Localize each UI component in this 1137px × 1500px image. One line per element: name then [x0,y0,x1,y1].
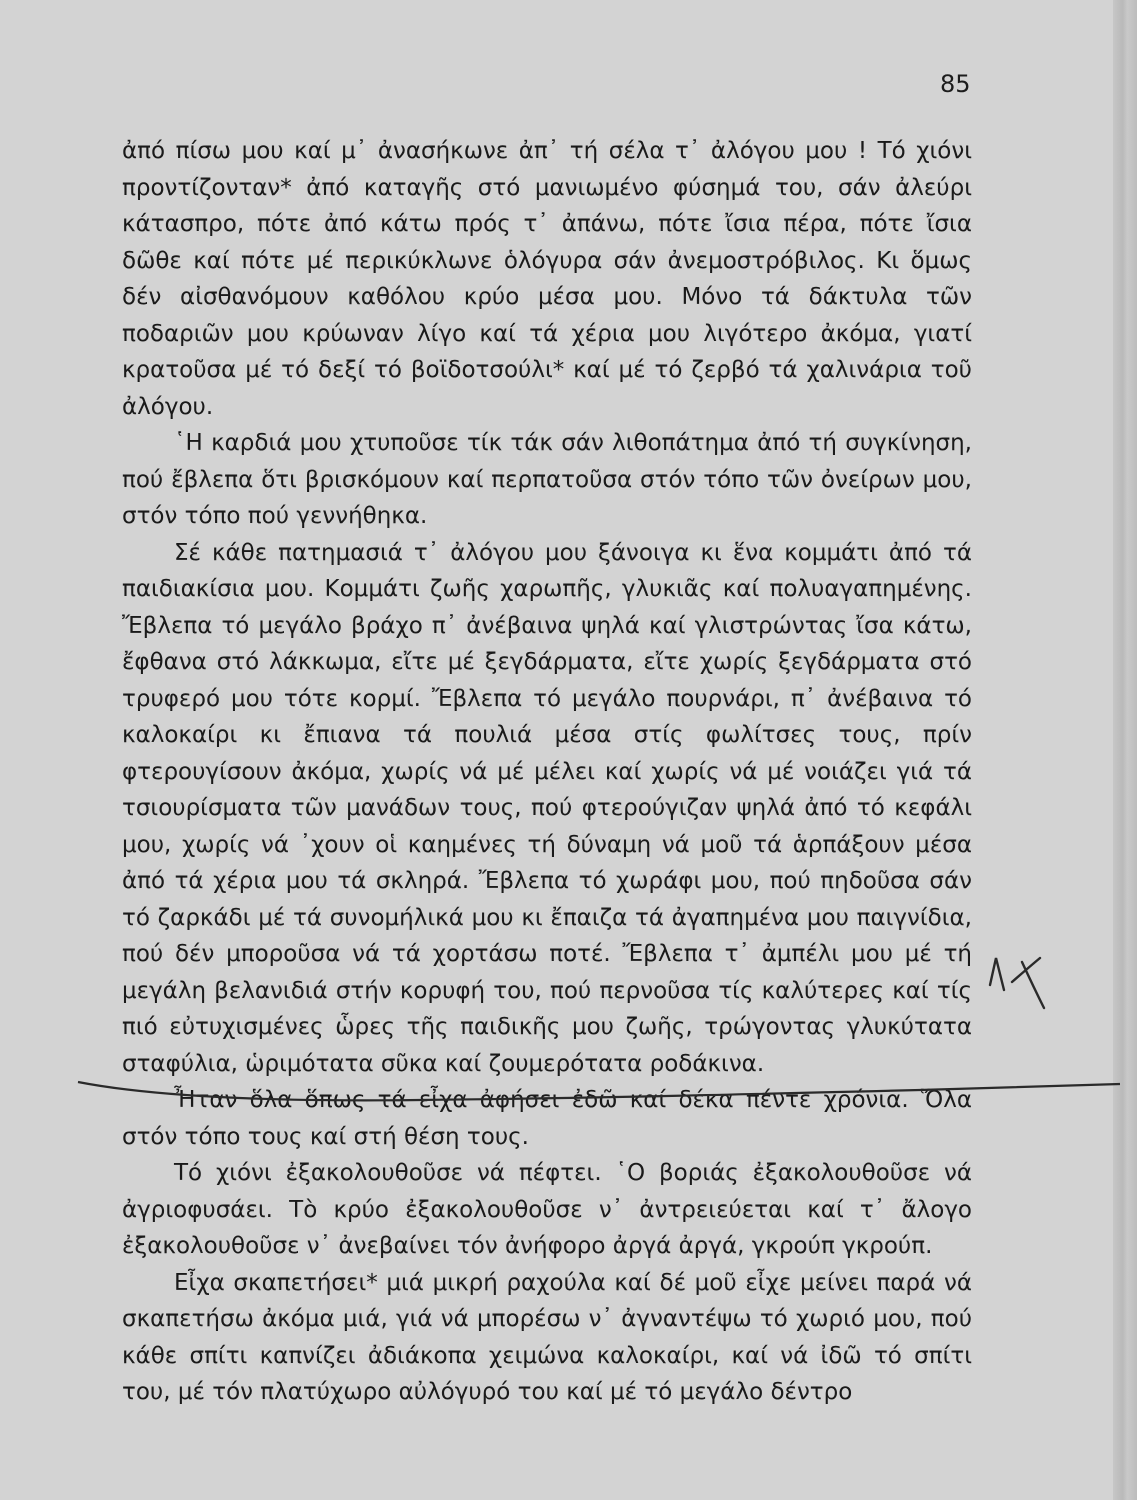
page-edge [1113,0,1137,1500]
page-number: 85 [940,70,971,98]
paragraph: Τό χιόνι ἐξακολουθοῦσε νά πέφτει. ῾Ο βοριάς ἐξακολουθοῦσε νά ἀγριοφυσάει. Τὸ κρύο ἐξακολουθοῦσε ν᾽ ἀντρειεύεται καί τ᾽ ἄλογο ἐξακολουθοῦσε ν᾽ ἀνεβαίνει τόν ἀνήφορο ἀργά ἀργά, γκρούπ γκρούπ. [122,1160,972,1259]
margin-scribble-mark [990,958,1044,1008]
paragraph: Εἶχα σκαπετήσει* μιά μικρή ραχούλα καί δέ μοῦ εἶχε μείνει παρά νά σκαπετήσω ἀκόμα μιά, γιά νά μπορέσω ν᾽ ἀγναντέψω τό χωριό μου, πού κάθε σπίτι καπνίζει ἀδιάκοπα χειμώνα καλοκαίρι, καί νά ἰδῶ τό σπίτι του, μέ τόν πλατύχωρο αὐλόγυρό του καί μέ τό μεγάλο δέντρο [122,1269,972,1405]
paragraph: ῾Η καρδιά μου χτυποῦσε τίκ τάκ σάν λιθοπάτημα ἀπό τή συγκίνηση, πού ἔβλεπα ὅτι βρισκόμουν καί περπατοῦσα στόν τόπο τῶν ὀνείρων μου, στόν τόπο πού γεννήθηκα. [122,430,972,529]
paragraph: ἀπό πίσω μου καί μ᾽ ἀνασήκωνε ἀπ᾽ τή σέλα τ᾽ ἀλόγου μου ! Τό χιόνι προντίζονταν* ἀπό καταγῆς στό μανιωμένο φύσημά του, σάν ἀλεύρι κάτασπρο, πότε ἀπό κάτω πρός τ᾽ ἀπάνω, πότε ἴσια πέρα, πότε ἴσια δῶθε καί πότε μέ περικύκλωνε ὁλόγυρα σάν ἀνεμοστρόβιλος. Κι ὅμως δέν αἰσθανόμουν καθόλου κρύο μέσα μου. Μόνο τά δάκτυλα τῶν ποδαριῶν μου κρύωναν λίγο καί τά χέρια μου λιγότερο ἀκόμα, γιατί κρατοῦσα μέ τό δεξί τό βοϊδοτσούλι* καί μέ τό ζερβό τά χαλινάρια τοῦ ἀλόγου. [122,138,972,420]
paragraph: Ἦταν ὅλα ὅπως τά εἶχα ἀφήσει ἐδῶ καί δέκα πέντε χρόνια. Ὅλα στόν τόπο τους καί στή θέση τους. [122,1087,972,1150]
body-text [122,133,972,1411]
paragraph: Σέ κάθε πατημασιά τ᾽ ἀλόγου μου ξάνοιγα κι ἕνα κομμάτι ἀπό τά παιδιακίσια μου. Κομμάτι ζωῆς χαρωπῆς, γλυκιᾶς καί πολυαγαπημένης. Ἔβλεπα τό μεγάλο βράχο π᾽ ἀνέβαινα ψηλά καί γλιστρώντας ἴσα κάτω, ἔφθανα στό λάκκωμα, εἴτε μέ ξεγδάρματα, εἴτε χωρίς ξεγδάρματα στό τρυφερό μου τότε κορμί. Ἔβλεπα τό μεγάλο πουρνάρι, π᾽ ἀνέβαινα τό καλοκαίρι κι ἔπιανα τά πουλιά μέσα στίς φωλίτσες τους, πρίν φτερουγίσουν ἀκόμα, χωρίς νά μέ μέλει καί χωρίς νά μέ νοιάζει γιά τά τσιουρίσματα τῶν μανάδων τους, πού φτερούγιζαν ψηλά ἀπό τό κεφάλι μου, χωρίς νά ᾽χουν οἱ καημένες τή δύναμη νά μοῦ τά ἁρπάξουν μέσα ἀπό τά χέρια μου τά σκληρά. Ἔβλεπα τό χωράφι μου, πού πηδοῦσα σάν τό ζαρκάδι μέ τά συνομήλικά μου κι ἔπαιζα τά ἀγαπημένα μου παιγνίδια, πού δέν μποροῦσα νά τά χορτάσω ποτέ. Ἔβλεπα τ᾽ ἀμπέλι μου μέ τή μεγάλη βελανιδιά στήν κορυφή του, πού περνοῦσα τίς καλύτερες καί τίς πιό εὐτυχισμένες ὧρες τῆς παιδικῆς μου ζωῆς, τρώγοντας γλυκύτατα σταφύλια, ὡριμότατα σῦκα καί ζουμερότατα ροδάκινα. [122,539,972,1077]
